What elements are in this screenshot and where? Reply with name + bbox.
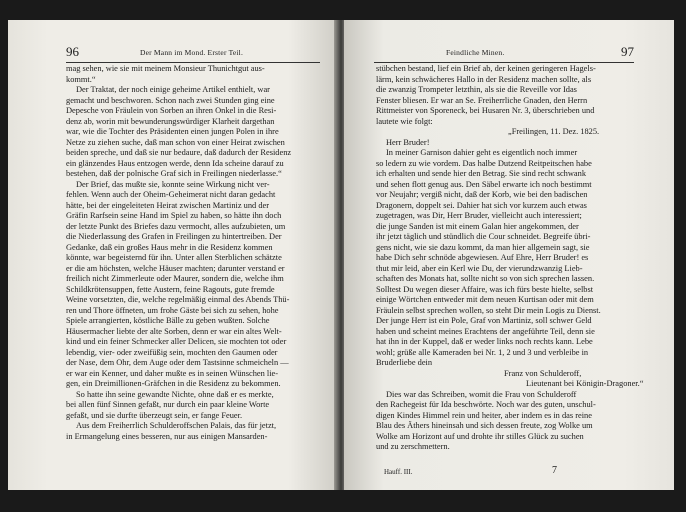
text-line: Depesche von Fräulein von Sorben an ihren Onkel in die Resi- [66,106,277,115]
text-line: und sehen flott genug aus. Den Säbel erwarte ich noch bestimmt [376,179,592,189]
text-line: Dies war das Schreiben, womit die Frau von Schulderoff [386,389,577,399]
signature-number: 7 [552,465,557,476]
text-line: bestehen, daß der polnische Graf sich in Freilingen niederlasse.“ [66,169,282,178]
text-line: gen, ein Dreimillionen-Gräfchen in die Residenz zu bekommen. [66,379,281,388]
text-line: habe Dich sehr schnöde abgewiesen. Auf Ehre, Herr Bruder! es [376,253,589,262]
text-line: kind und ein feiner Schmecker aller Delicen, sie mochten tot oder [66,337,287,346]
text-line: stübchen bestand, lief ein Brief ab, der keinen geringeren Hagels- [376,64,596,73]
text-line: Franz von Schulderoff, [504,368,582,378]
text-line: Weine vorsetzten, die, welche regelmäßig einmal des Abends Thü- [66,295,290,304]
right-body-text [376,64,644,453]
text-line: mag sehen, wie sie mit meinem Monsieur Thunichtgut aus- [66,64,265,73]
text-line: Der Brief, das mußte sie, konnte seine Wirkung nicht ver- [76,179,270,189]
left-running-head: Der Mann im Mond. Erster Teil. [140,48,244,57]
text-line: In meiner Garnison dahier geht es eigentlich noch immer [386,148,578,157]
right-running-head: Feindliche Minen. [446,48,505,57]
text-line: bei allen fünf Sinnen gefaßt, nur durch ein paar kleine Worte [66,400,270,409]
text-line: vor Neujahr; vergiß nicht, daß der Korb, wie bei den badischen [376,190,588,199]
text-line: Lieutenant bei Königin-Dragoner.“ [526,379,644,388]
text-line: digen Kindes Himmel rein und heiter, aber indem es in das reine [376,410,592,420]
left-page [8,20,338,490]
right-page [344,20,674,490]
text-line: Der Traktat, der noch einige geheime Artikel enthielt, war [76,85,270,94]
text-line: die junge Sanden ist mit einem Galan hier angekommen, der [376,221,579,231]
text-line: Gedanke, daß ein großes Haus mehr in die Residenz kommen [66,242,273,252]
signature-mark: Hauff. III. [384,468,413,476]
text-line: freilich nicht Zimmerleute oder Maurer, sondern die, welche ihm [66,274,284,283]
text-line: lautete wie folgt: [376,116,433,126]
text-line: wohl; grüße alle Kameraden bei Nr. 1, 2 und 3 und verbleibe in [376,347,589,357]
text-line: Schildkrötensuppen, fette Austern, feine Ragouts, gute fremde [66,284,275,294]
text-line: Spiele arrangierten, köstliche Bälle zu geben wußten. Solche [66,316,270,325]
text-line: Häusermacher liebte der alte Sorben, denn er war ein altes Welt- [66,326,282,336]
text-line: ein glänzendes Haus entzogen werde, denn Ida scheine darauf zu [66,158,284,168]
text-line: er die am höchsten, welche Häuser machten; darunter verstand er [66,263,285,273]
text-line: gemacht und beschworen. Schon nach zwei Stunden ging eine [66,95,275,105]
text-line: Herr Bruder! [386,137,430,147]
text-line: „Freilingen, 11. Dez. 1825. [508,127,600,136]
text-line: beiden spreche, und daß sie nur bedaure, daß dadurch der Residenz [66,148,292,157]
text-line: Gräfin Rarfsein seine Hand im Spiel zu haben, so hätte ihn doch [66,211,282,220]
text-line: fehlen. Wenn auch der Oheim-Geheimerat nicht daran gedacht [66,190,276,199]
text-line: hat ihn in der Kuppel, daß er weder links noch rechts kann. Lebe [376,337,593,346]
text-line: den Rachegeist für Ida beschwörte. Noch war des guten, unschul- [376,400,596,409]
text-line: lebendig, vier- oder zweifüßig sein, mochten den Gaumen oder [66,347,278,357]
text-line: Wolke am Horizont auf und drohte ihr stilles Glück zu suchen [376,431,584,441]
text-line: er war ein Kenner, und daher mußte es in seinen Wünschen lie- [66,368,279,378]
text-line: Bruderliebe dein [376,358,433,367]
text-line: die Niederlassung des Grafen in Freilingen zu hintertreiben. Der [66,232,282,241]
text-line: Blau des Äthers hineinsah und sich dessen freute, zog Wolke um [376,421,593,430]
text-line: in Ermangelung eines besseren, nur aus einigen Mansarden- [66,431,268,441]
right-page-number: 97 [621,44,634,59]
text-line: Fräulein selbst sprechen wollen, so steht Dir mein Logis zu Dienst. [376,305,601,315]
text-line: Der junge Herr ist ein Pole, Graf von Martiniz, soll schwer Geld [376,316,592,325]
left-header-rule [66,62,320,63]
text-line: Fenster bliesen. Er war an Se. Freiherrliche Gnaden, den Herrn [376,95,588,105]
text-line: der Nase, dem Ohr, dem Auge oder dem Tastsinne schmeicheln — [66,358,289,367]
book-spread [8,20,676,512]
text-line: ich erhalten und sende hier den Betrag. Sie sind recht schwank [376,169,587,178]
text-line: zugetragen, was Dir, Herr Bruder, vielleicht auch interessiert; [376,211,582,220]
text-line: ihr jetzt täglich und stündlich die Cour schneidet. Begreife übri- [376,232,591,241]
text-line: denz ab, worin mit bewunderungswürdiger Klarheit dargethan [66,116,275,126]
text-line: der letzte Punkt des Briefes dazu vermocht, alles aufzubieten, um [66,221,286,231]
text-line: haben und scheint meines Erachtens der angeführte Teil, denn sie [376,326,595,336]
text-line: Netze zu ziehen suche, daß man schon von einer Heirat zwischen [66,137,285,147]
text-line: schaften des Monats hat, sollte nicht so von sich sprechen lassen. [376,274,595,283]
text-line: hätte, bei der eingeleiteten Heirat zwischen Martiniz und der [66,200,270,210]
text-line: lärm, kein schwächeres Hallo in der Residenz machen sollte, als [376,74,592,84]
left-page-number: 96 [66,44,79,59]
text-line: thut mir leid, aber ein Kerl wie Du, der vierundzwanzig Lieb- [376,263,583,273]
text-line: gens nicht, wie sie dazu kommt, da man hier allgemein sagt, sie [376,242,590,252]
text-line: So hatte ihn seine gewandte Nichte, ohne daß er es merkte, [76,389,274,399]
text-line: kommt.“ [66,74,96,84]
text-line: Solltest Du wegen dieser Affaire, was ich fürs beste hielte, selbst [376,284,594,294]
text-line: könnte, war begeisternd für ihn. Unter allen Sterblichen schätzte [66,253,282,262]
text-line: war, wie die Tochter des Präsidenten einen jungen Polen in ihre [66,127,279,136]
text-line: gefaßt, und sie durfte überzeugt sein, er fange Feuer. [66,410,243,420]
left-body-text [66,64,312,442]
text-line: und zu zerschmettern. [376,442,450,451]
text-line: einige Wörtchen entweder mit dem neuen Kurtisan oder mit dem [376,295,594,304]
text-line: ren und Thore öffneten, um frohe Gäste bei sich zu sehen, hohe [66,305,279,315]
text-line: Rittmeister von Sporeneck, bei Husaren Nr. 3, überschrieben und [376,106,595,115]
right-header-rule [374,62,634,63]
text-line: so ledern zu wie vordem. Das halbe Dutzend Reitpeitschen habe [376,158,592,168]
text-line: die zwanzig Trompeter letzthin, als sie die Reveille vor Idas [376,85,577,94]
right-header [344,44,674,62]
text-line: Dragonern, doppelt sei. Dahier hat sich vor kurzem auch etwas [376,200,587,210]
left-header [8,44,338,62]
text-line: Aus dem Freiherrlich Schulderoffschen Palais, das für jetzt, [76,421,277,430]
